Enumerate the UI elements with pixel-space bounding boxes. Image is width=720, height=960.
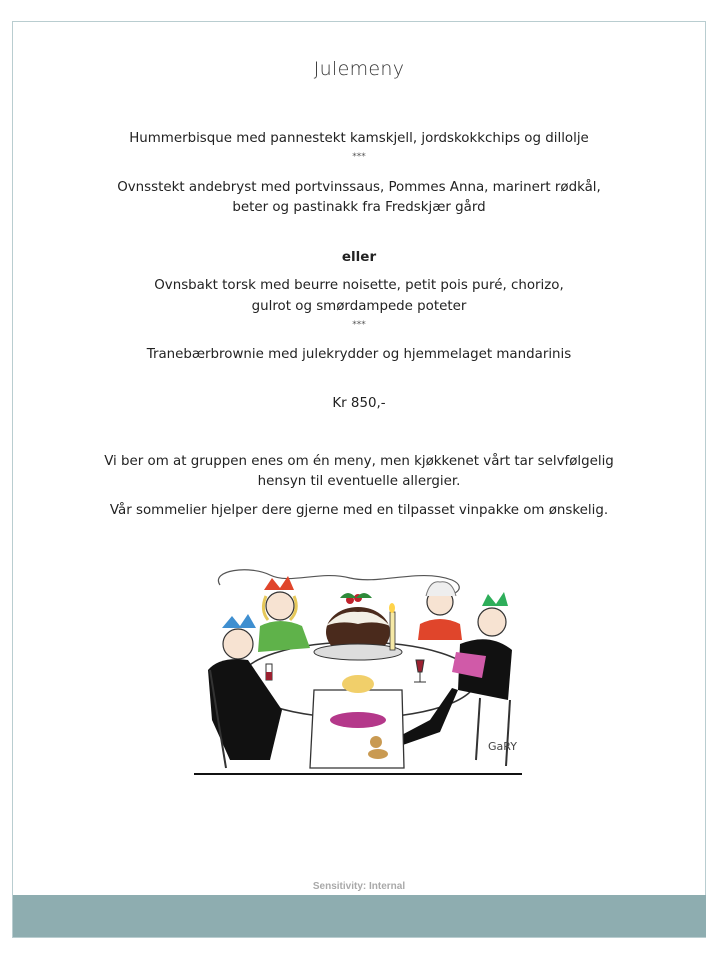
separator-1: *** [352, 152, 366, 162]
menu-title: Julemeny [313, 58, 405, 80]
note-line-1: Vi ber om at gruppen enes om én meny, men kjøkkenet vårt tar selvfølgelig [104, 454, 614, 469]
sensitivity-label: Sensitivity: Internal [312, 881, 406, 892]
note-line-3: Vår sommelier hjelper dere gjerne med en tilpasset vinpakke om ønskelig. [109, 503, 609, 518]
starter-text: Hummerbisque med pannestekt kamskjell, jordskokkchips og dillolje [129, 131, 589, 146]
christmas-dinner-illustration [190, 560, 526, 778]
main-course-1-line-1: Ovnsstekt andebryst med portvinssaus, Pommes Anna, marinert rødkål, [117, 180, 601, 195]
note-line-2: hensyn til eventuelle allergier. [257, 474, 461, 489]
dessert-text: Tranebærbrownie med julekrydder og hjemmelaget mandarinis [146, 347, 572, 362]
price-text: Kr 850,- [332, 396, 386, 411]
artist-signature: GaRY [488, 740, 517, 753]
or-label: eller [341, 249, 377, 265]
main-course-1-line-2: beter og pastinakk fra Fredskjær gård [232, 200, 486, 215]
footer-band [13, 895, 706, 937]
main-course-2-line-2: gulrot og smørdampede poteter [251, 299, 467, 314]
separator-2: *** [352, 320, 366, 330]
main-course-2-line-1: Ovnsbakt torsk med beurre noisette, petit pois puré, chorizo, [154, 278, 564, 293]
